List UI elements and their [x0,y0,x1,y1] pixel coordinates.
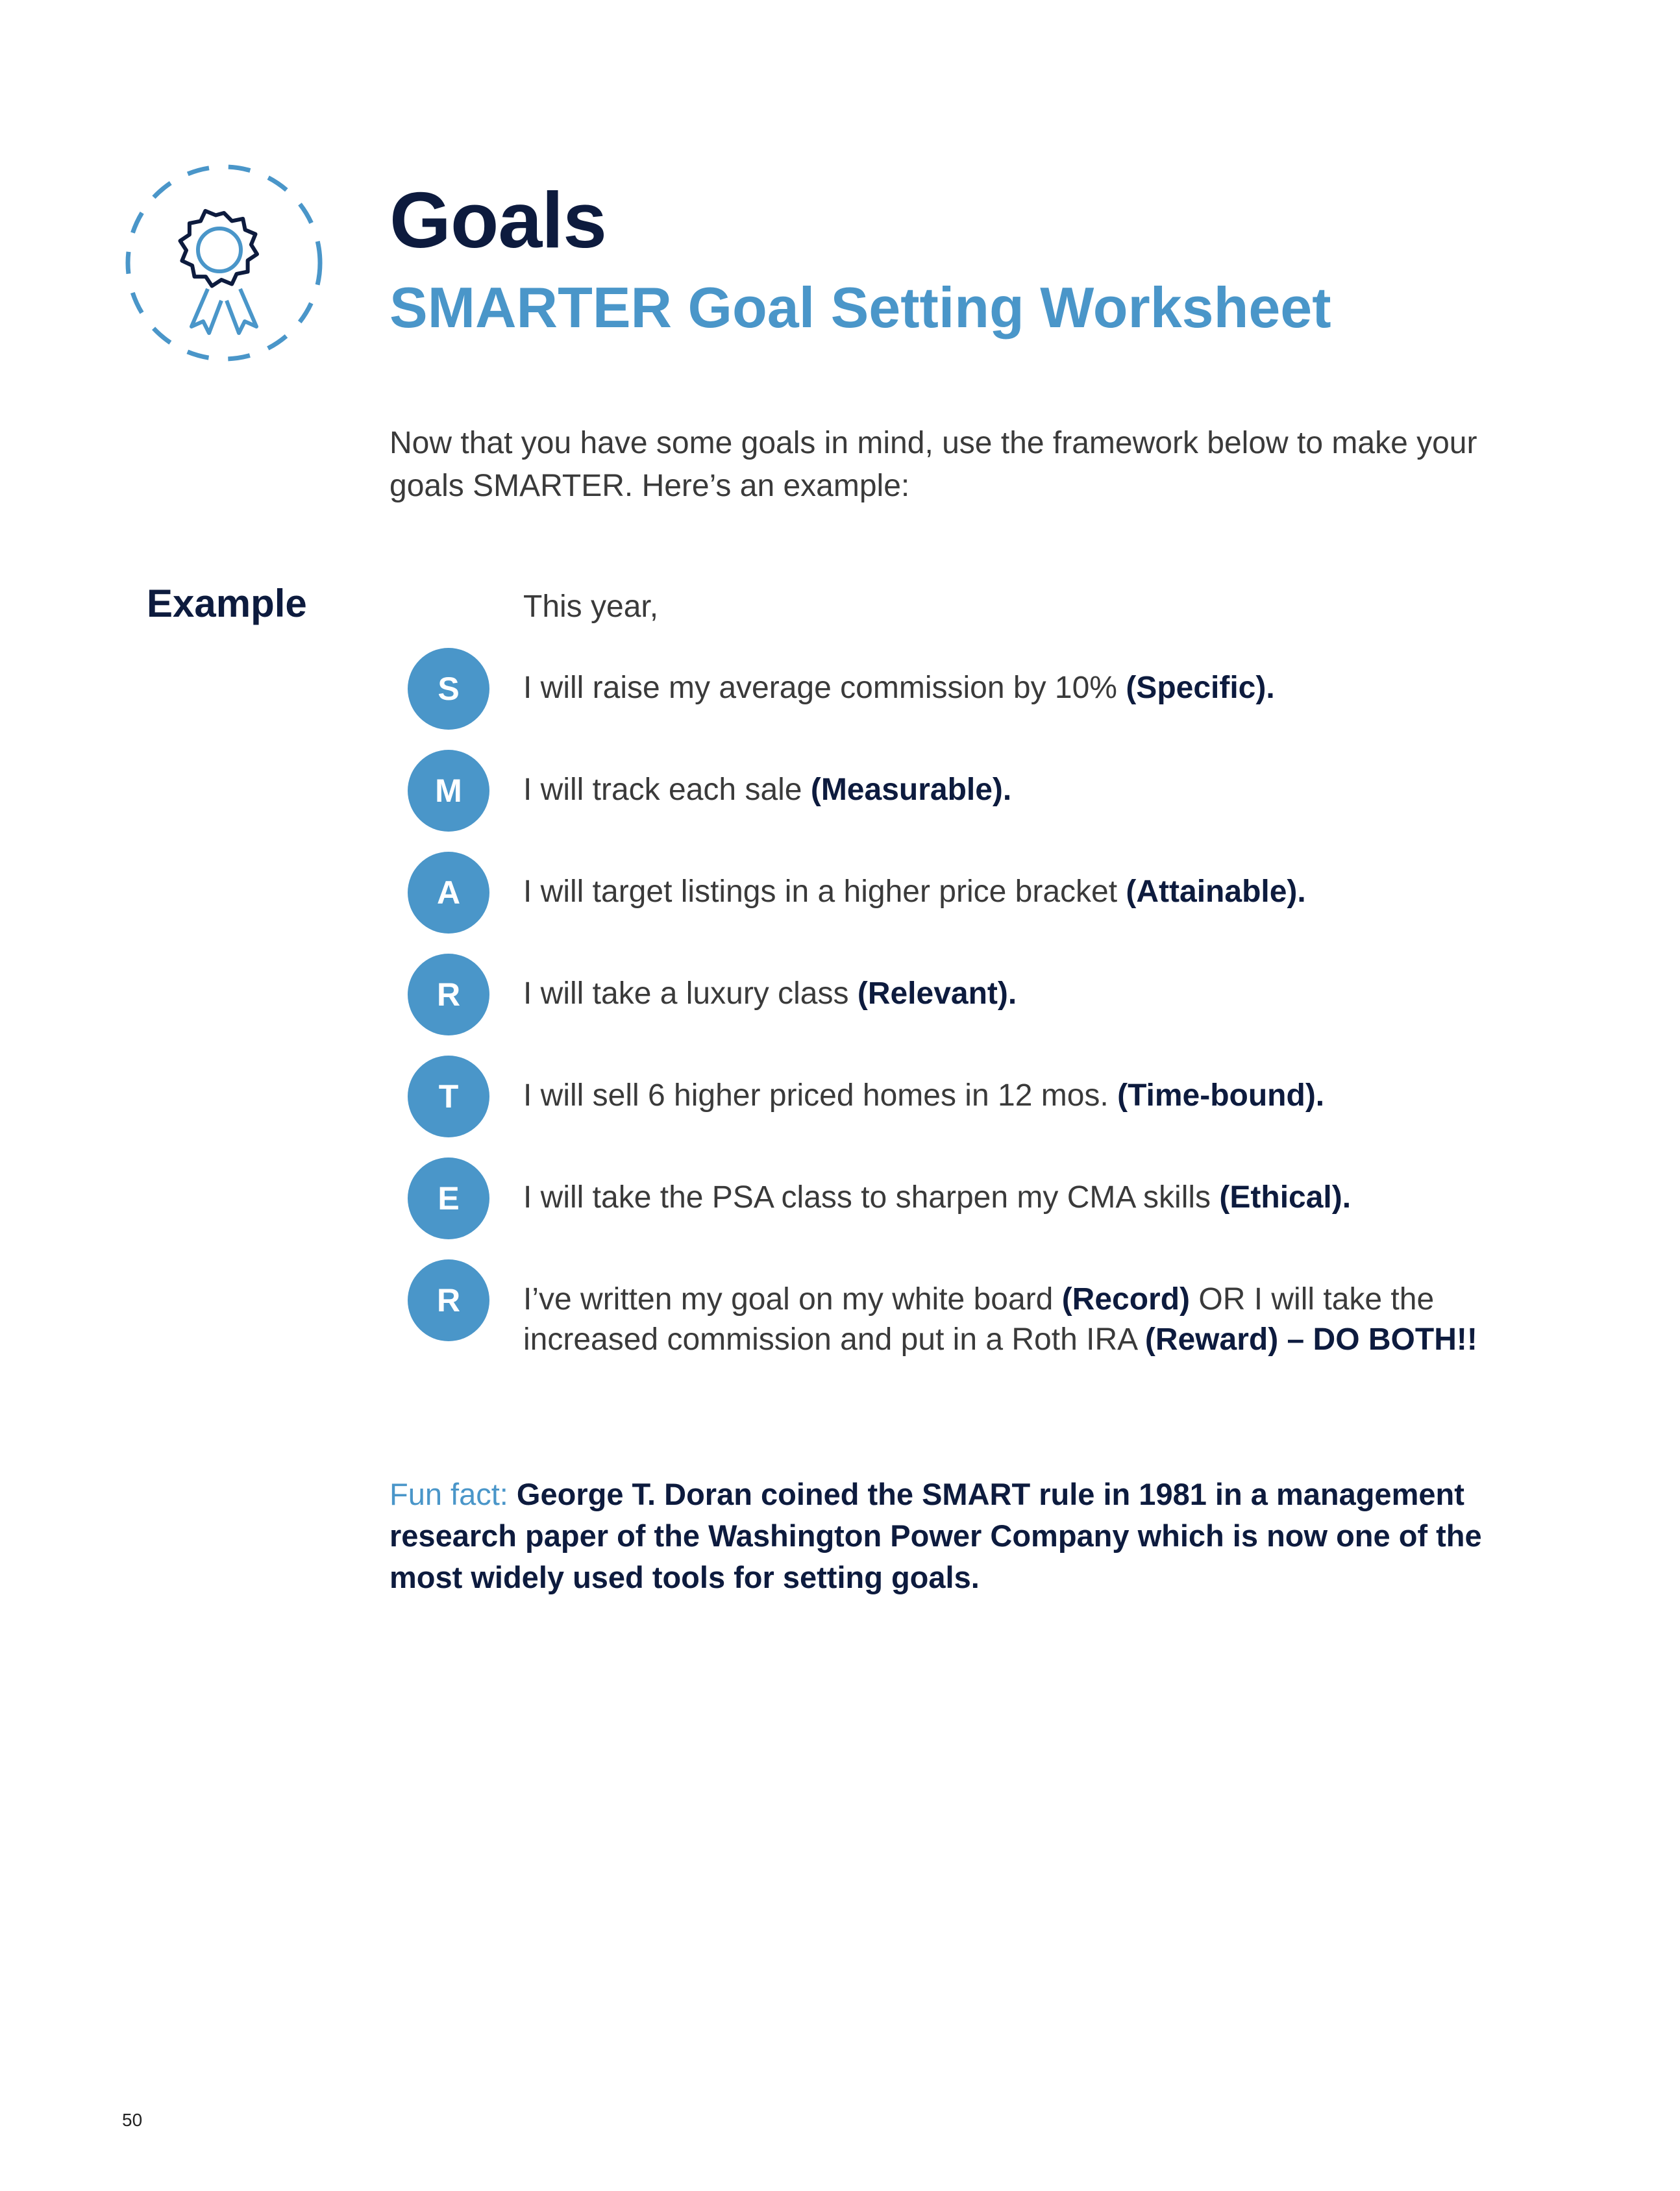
example-lead: This year, [523,589,659,624]
letter-circle: T [408,1056,489,1137]
row-text [523,770,1497,810]
row-body: I will track each sale [523,773,811,807]
row-label: (Record) [1061,1282,1191,1317]
fun-fact-label: Fun fact: [389,1477,508,1511]
letter-circle: S [408,648,489,730]
example-label: Example [147,582,307,625]
row-text [523,1178,1497,1218]
row-body: I will take a luxury class [523,976,858,1011]
row-label: (Specific). [1126,671,1275,705]
row-body-continued: OR I will take the increased commission and put in a Roth IRA [523,1282,1435,1357]
row-text [523,974,1497,1014]
row-label: (Relevant). [857,976,1017,1011]
row-label: (Measurable). [810,773,1012,807]
intro-paragraph: Now that you have some goals in mind, use the framework below to make your goals SMARTER. Here’s an example: [389,426,1477,503]
award-ribbon-icon [120,159,328,367]
row-label-continued: (Reward) – DO BOTH!! [1144,1322,1477,1357]
row-text [523,1280,1497,1360]
row-text [523,1076,1497,1116]
fun-fact-text: George T. Doran coined the SMART rule in 1981 in a management research paper of the Washington Power Company which is now one of the most widely used tools for setting goals. [389,1477,1482,1594]
letter-circle: E [408,1157,489,1239]
letter-circle: A [408,852,489,934]
row-body: I’ve written my goal on my white board [523,1282,1062,1317]
row-body: I will take the PSA class to sharpen my CMA skills [523,1180,1220,1215]
row-label: (Time-bound). [1117,1078,1325,1113]
row-text [523,668,1497,708]
page-number: 50 [122,2110,143,2130]
letter-circle: R [408,954,489,1035]
row-label: (Ethical). [1219,1180,1352,1215]
page-subtitle: SMARTER Goal Setting Worksheet [389,275,1331,340]
award-badge [120,159,328,367]
fun-fact [389,1474,1493,1598]
row-body: I will raise my average commission by 10% [523,671,1126,705]
letter-circle: M [408,750,489,832]
row-text [523,872,1497,912]
row-body: I will sell 6 higher priced homes in 12 mos. [523,1078,1118,1113]
letter-circle: R [408,1259,489,1341]
row-label: (Attainable). [1126,874,1306,909]
row-body: I will target listings in a higher price bracket [523,874,1126,909]
page-title: Goals [389,176,607,264]
